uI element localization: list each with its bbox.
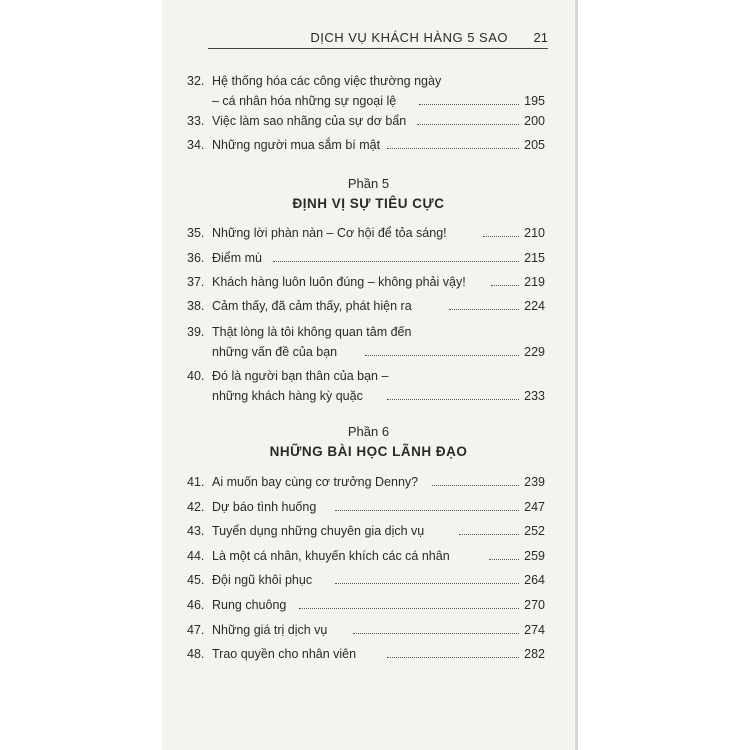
part-title: ĐỊNH VỊ SỰ TIÊU CỰC [292, 196, 445, 211]
toc-entry [187, 272, 545, 292]
toc-entry [187, 296, 545, 316]
entry-page: 219 [524, 275, 545, 289]
entry-page: 270 [524, 598, 545, 612]
entry-number: 38. [187, 299, 205, 313]
entry-title: Những giá trị dịch vụ [212, 623, 328, 637]
entry-title: Việc làm sao nhãng của sự dơ bẩn [212, 114, 407, 128]
leader-dots [417, 124, 519, 125]
leader-dots [335, 510, 519, 511]
entry-title: Hệ thống hóa các công việc thường ngày [212, 74, 442, 88]
entry-number: 35. [187, 226, 205, 240]
entry-number: 43. [187, 524, 205, 538]
entry-page: 247 [524, 500, 545, 514]
leader-dots [419, 104, 519, 105]
leader-dots [335, 583, 519, 584]
toc-entry [187, 497, 545, 517]
entry-page: 233 [524, 389, 545, 403]
entry-page: 282 [524, 647, 545, 661]
leader-dots [365, 355, 519, 356]
part-label: Phần 6 [347, 424, 390, 439]
entry-title: Đội ngũ khôi phục [212, 573, 313, 587]
toc-entry [187, 595, 545, 615]
leader-dots [353, 633, 519, 634]
part-title: NHỮNG BÀI HỌC LÃNH ĐẠO [269, 444, 468, 459]
toc-entry [187, 546, 545, 566]
toc-entry [187, 135, 545, 155]
header-title: DỊCH VỤ KHÁCH HÀNG 5 SAO [310, 30, 508, 45]
entry-title: Rung chuông [212, 598, 287, 612]
entry-number: 44. [187, 549, 205, 563]
entry-page: 264 [524, 573, 545, 587]
entry-title: Là một cá nhân, khuyến khích các cá nhân [212, 549, 450, 563]
leader-dots [489, 559, 519, 560]
leader-dots [459, 534, 519, 535]
running-header [208, 30, 548, 49]
entry-title-cont: những khách hàng kỳ quặc [212, 389, 363, 403]
entry-number: 34. [187, 138, 205, 152]
entry-number: 40. [187, 369, 205, 383]
entry-page: 274 [524, 623, 545, 637]
entry-page: 195 [524, 94, 545, 108]
toc-entry [187, 71, 545, 111]
entry-title-cont: – cá nhân hóa những sự ngoại lệ [212, 94, 397, 108]
entry-number: 48. [187, 647, 205, 661]
entry-page: 239 [524, 475, 545, 489]
entry-number: 41. [187, 475, 205, 489]
leader-dots [387, 657, 519, 658]
leader-dots [432, 485, 519, 486]
entry-title: Những lời phàn nàn – Cơ hội để tỏa sáng! [212, 226, 447, 240]
entry-page: 229 [524, 345, 545, 359]
toc-entry [187, 322, 545, 362]
entry-title: Thật lòng là tôi không quan tâm đến [212, 325, 412, 339]
entry-page: 259 [524, 549, 545, 563]
header-page-number: 21 [533, 30, 548, 45]
leader-dots [387, 399, 519, 400]
toc-entry [187, 644, 545, 664]
entry-title: Dự báo tình huống [212, 500, 317, 514]
entry-page: 215 [524, 251, 545, 265]
page-edge [575, 0, 578, 750]
entry-number: 42. [187, 500, 205, 514]
toc-entry [187, 472, 545, 492]
toc-entry [187, 620, 545, 640]
toc-entry [187, 570, 545, 590]
entry-page: 252 [524, 524, 545, 538]
toc-entry [187, 111, 545, 131]
entry-number: 33. [187, 114, 205, 128]
entry-title: Điểm mù [212, 251, 263, 265]
leader-dots [273, 261, 519, 262]
entry-title: Những người mua sắm bí mật [212, 138, 381, 152]
leader-dots [491, 285, 519, 286]
entry-number: 36. [187, 251, 205, 265]
entry-number: 45. [187, 573, 205, 587]
leader-dots [387, 148, 519, 149]
entry-number: 32. [187, 74, 205, 88]
toc-entry [187, 223, 545, 243]
entry-page: 210 [524, 226, 545, 240]
entry-title-cont: những vấn đề của bạn [212, 345, 338, 359]
leader-dots [483, 236, 519, 237]
entry-title: Đó là người bạn thân của bạn – [212, 369, 389, 383]
entry-title: Ai muốn bay cùng cơ trưởng Denny? [212, 475, 419, 489]
entry-page: 200 [524, 114, 545, 128]
entry-number: 46. [187, 598, 205, 612]
toc-entry [187, 248, 545, 268]
leader-dots [449, 309, 519, 310]
entry-title: Trao quyền cho nhân viên [212, 647, 357, 661]
entry-number: 39. [187, 325, 205, 339]
entry-page: 224 [524, 299, 545, 313]
entry-number: 47. [187, 623, 205, 637]
entry-title: Khách hàng luôn luôn đúng – không phải vậy! [212, 275, 466, 289]
entry-number: 37. [187, 275, 205, 289]
toc-entry [187, 366, 545, 406]
toc-entry [187, 521, 545, 541]
entry-title: Cảm thấy, đã cảm thấy, phát hiện ra [212, 299, 412, 313]
part-label: Phần 5 [347, 176, 390, 191]
leader-dots [299, 608, 519, 609]
entry-title: Tuyển dụng những chuyên gia dịch vụ [212, 524, 425, 538]
entry-page: 205 [524, 138, 545, 152]
